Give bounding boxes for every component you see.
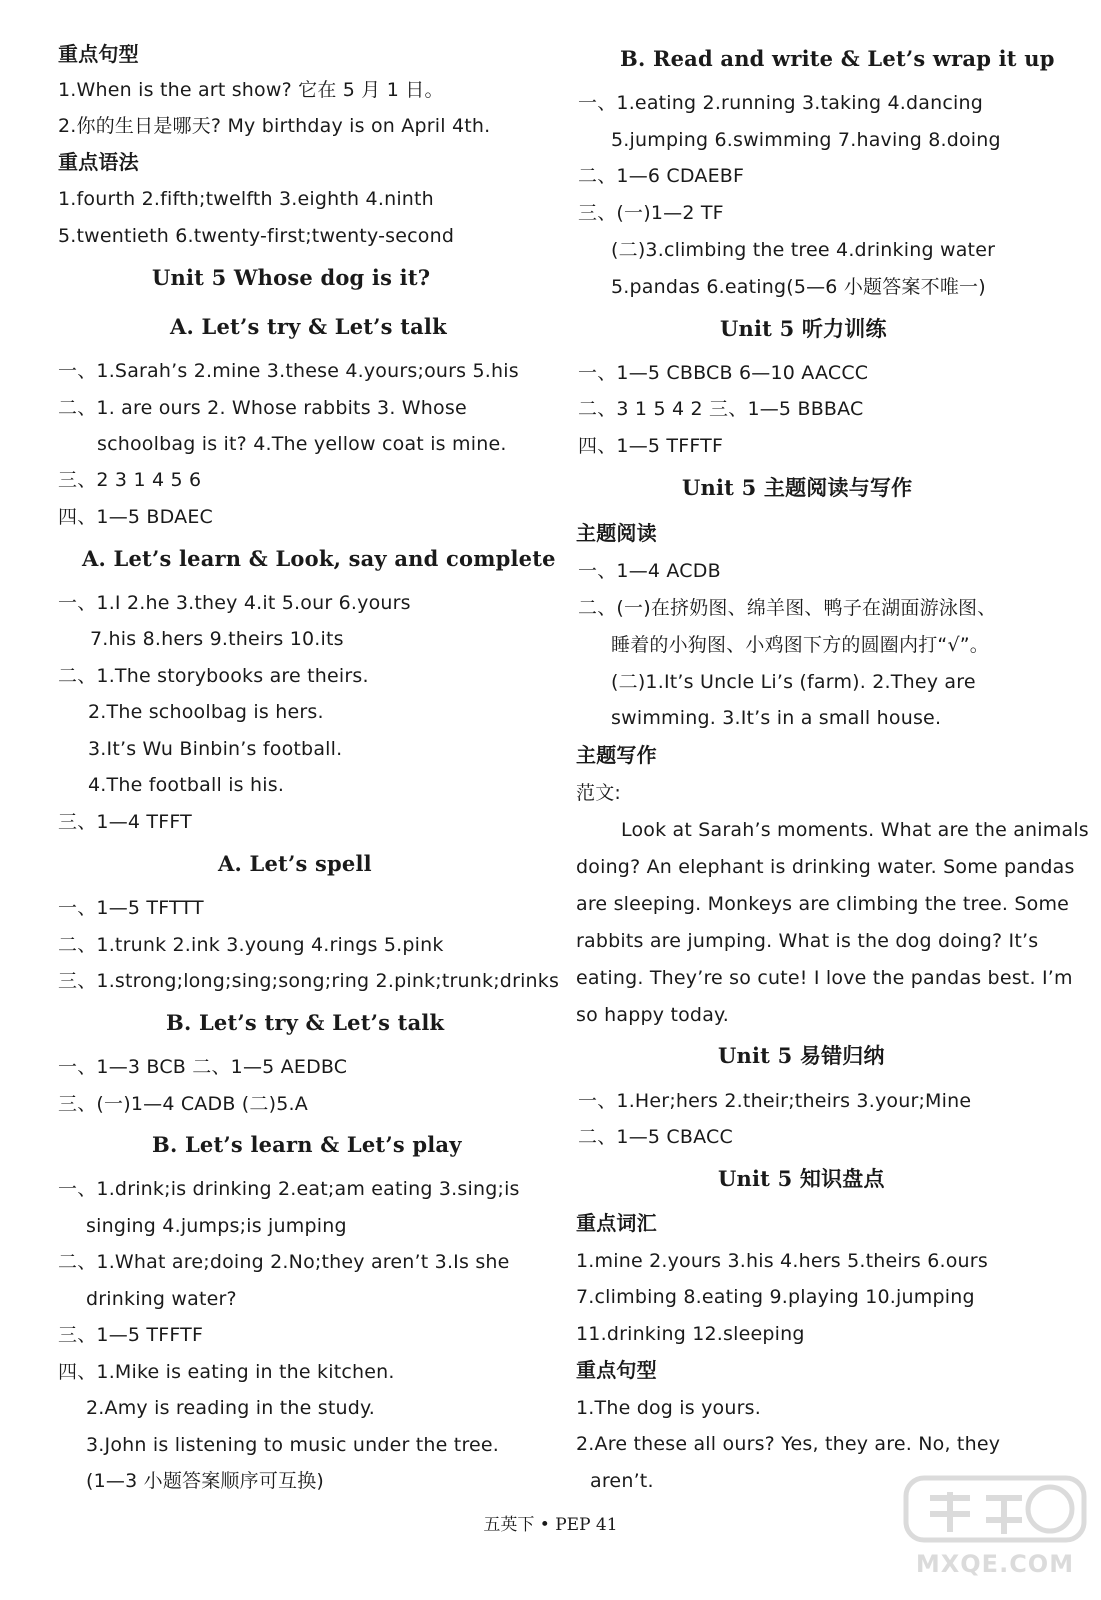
answer-line: 三、1.strong;long;sing;song;ring 2.pink;trunk;drinks (58, 970, 560, 992)
answer-line: 一、1.Her;hers 2.their;theirs 3.your;Mine (578, 1090, 972, 1112)
answer-line: 1.The dog is yours. (576, 1397, 761, 1419)
answer-line: 二、(一)在挤奶图、绵羊图、鸭子在湖面游泳图、 (578, 597, 997, 619)
section-title: Unit 5 主题阅读与写作 (682, 475, 913, 500)
section-title: B. Read and write & Let’s wrap it up (620, 46, 1055, 71)
section-heading: 重点句型 (58, 42, 139, 66)
section-title: Unit 5 易错归纳 (718, 1043, 885, 1068)
answer-line: Look at Sarah’s moments. What are the animals (621, 819, 1089, 841)
answer-line: 2.The schoolbag is hers. (88, 701, 324, 723)
answer-line: 3.It’s Wu Binbin’s football. (88, 738, 343, 760)
answer-line: 二、1—5 CBACC (578, 1126, 733, 1148)
answer-line: 5.twentieth 6.twenty-first;twenty-second (58, 225, 455, 247)
answer-line: 二、1—6 CDAEBF (578, 165, 745, 187)
answer-line: 2.Amy is reading in the study. (86, 1397, 375, 1419)
answer-line: 3.John is listening to music under the tree. (86, 1434, 500, 1456)
section-title: Unit 5 Whose dog is it? (152, 265, 431, 290)
answer-line: drinking water? (86, 1288, 237, 1310)
answer-line: 二、1. are ours 2. Whose rabbits 3. Whose (58, 397, 467, 419)
answer-line: 1.When is the art show? 它在 5 月 1 日。 (58, 79, 444, 101)
answer-line: doing? An elephant is drinking water. Some pandas (576, 856, 1075, 878)
answer-line: schoolbag is it? 4.The yellow coat is mine. (97, 433, 507, 455)
section-heading: 主题阅读 (576, 521, 657, 545)
section-heading: 重点词汇 (576, 1211, 657, 1235)
answer-line: eating. They’re so cute! I love the pandas best. I’m (576, 967, 1073, 989)
answer-line: (1—3 小题答案顺序可互换) (86, 1470, 325, 1492)
answer-line: 范文: (576, 782, 622, 804)
answer-line: 11.drinking 12.sleeping (576, 1323, 805, 1345)
section-title: Unit 5 知识盘点 (718, 1166, 885, 1191)
section-title: B. Let’s learn & Let’s play (152, 1132, 462, 1157)
watermark-text: MXQE.COM (915, 1550, 1075, 1578)
answer-line: are sleeping. Monkeys are climbing the tree. Some (576, 893, 1070, 915)
answer-line: singing 4.jumps;is jumping (86, 1215, 347, 1237)
answer-line: 二、1.The storybooks are theirs. (58, 665, 369, 687)
answer-line: 三、2 3 1 4 5 6 (58, 469, 202, 491)
answer-line: 2.Are these all ours? Yes, they are. No, they (576, 1433, 1001, 1455)
answer-line: 二、3 1 5 4 2 三、1—5 BBBAC (578, 398, 864, 420)
answer-line: (二)1.It’s Uncle Li’s (farm). 2.They are (611, 671, 976, 693)
answer-line: aren’t. (590, 1470, 654, 1492)
answer-line: 一、1—3 BCB 二、1—5 AEDBC (58, 1056, 348, 1078)
answer-line: 二、1.What are;doing 2.No;they aren’t 3.Is she (58, 1251, 510, 1273)
section-heading: 重点语法 (58, 150, 139, 174)
section-title: A. Let’s learn & Look, say and complete (82, 546, 556, 571)
answer-line: 三、(一)1—2 TF (578, 202, 724, 224)
answer-line: 一、1—5 TFTTT (58, 897, 204, 919)
answer-line: 5.jumping 6.swimming 7.having 8.doing (611, 129, 1001, 151)
answer-line: 二、1.trunk 2.ink 3.young 4.rings 5.pink (58, 934, 444, 956)
section-title: A. Let’s try & Let’s talk (170, 314, 447, 339)
answer-line: 一、1.eating 2.running 3.taking 4.dancing (578, 92, 983, 114)
answer-line: (二)3.climbing the tree 4.drinking water (611, 239, 996, 261)
answer-line: 三、1—4 TFFT (58, 811, 192, 833)
section-title: B. Let’s try & Let’s talk (166, 1010, 445, 1035)
section-title: A. Let’s spell (218, 851, 372, 876)
answer-line: 三、1—5 TFFTF (58, 1324, 204, 1346)
answer-line: so happy today. (576, 1004, 730, 1026)
section-heading: 主题写作 (576, 743, 657, 767)
answer-line: 睡着的小狗图、小鸡图下方的圆圈内打“√”。 (611, 634, 989, 656)
answer-line: 1.fourth 2.fifth;twelfth 3.eighth 4.ninth (58, 188, 434, 210)
answer-line: 2.你的生日是哪天? My birthday is on April 4th. (58, 115, 491, 137)
answer-line: 一、1—5 CBBCB 6—10 AACCC (578, 362, 869, 384)
answer-line: swimming. 3.It’s in a small house. (611, 707, 942, 729)
section-title: Unit 5 听力训练 (720, 316, 887, 341)
page-footer: 五英下 • PEP 41 (483, 1515, 618, 1535)
answer-line: 一、1.Sarah’s 2.mine 3.these 4.yours;ours 5.his (58, 360, 519, 382)
answer-line: 1.mine 2.yours 3.his 4.hers 5.theirs 6.ours (576, 1250, 988, 1272)
section-heading: 重点句型 (576, 1358, 657, 1382)
answer-line: 7.his 8.hers 9.theirs 10.its (90, 628, 344, 650)
answer-line: 一、1.drink;is drinking 2.eat;am eating 3.sing;is (58, 1178, 520, 1200)
answer-line: 三、(一)1—4 CADB (二)5.A (58, 1093, 308, 1115)
answer-line: 四、1—5 BDAEC (58, 506, 214, 528)
answer-line: 7.climbing 8.eating 9.playing 10.jumping (576, 1286, 975, 1308)
answer-line: 5.pandas 6.eating(5—6 小题答案不唯一) (611, 276, 986, 298)
answer-line: 四、1.Mike is eating in the kitchen. (58, 1361, 395, 1383)
watermark-icon (900, 1470, 1090, 1550)
answer-line: 一、1—4 ACDB (578, 560, 721, 582)
answer-line: 4.The football is his. (88, 774, 285, 796)
answer-line: rabbits are jumping. What is the dog doing? It’s (576, 930, 1039, 952)
watermark-logo (900, 1470, 1090, 1590)
answer-line: 四、1—5 TFFTF (578, 435, 724, 457)
answer-line: 一、1.I 2.he 3.they 4.it 5.our 6.yours (58, 592, 411, 614)
